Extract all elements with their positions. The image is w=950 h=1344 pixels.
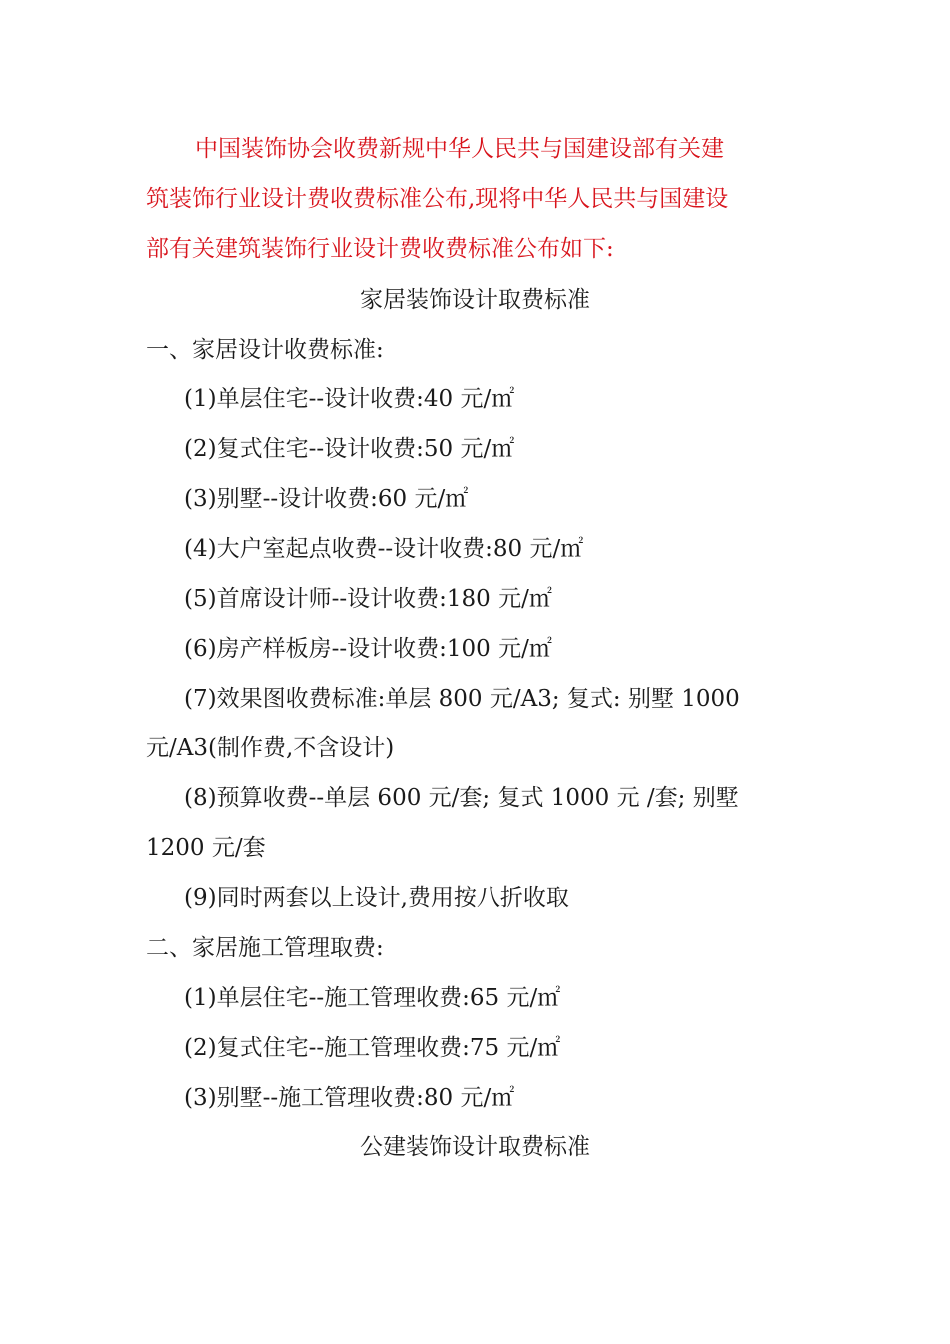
design-item-8: (8)预算收费--单层 600 元/套; 复式 1000 元 /套; 别墅 (184, 785, 739, 811)
design-item-7: (7)效果图收费标准:单层 800 元/A3; 复式: 别墅 1000 (184, 686, 740, 712)
intro-line-1: 中国装饰协会收费新规中华人民共与国建设部有关建 (195, 136, 724, 162)
design-item-4: (4)大户室起点收费--设计收费:80 元/㎡ (184, 536, 584, 562)
construction-item-3: (3)别墅--施工管理收费:80 元/㎡ (184, 1085, 515, 1111)
design-heading: 一、家居设计收费标准: (146, 337, 384, 363)
design-item-8-cont: 1200 元/套 (146, 835, 266, 861)
design-item-9: (9)同时两套以上设计,费用按八折收取 (184, 885, 569, 911)
design-item-3: (3)别墅--设计收费:60 元/㎡ (184, 486, 469, 512)
design-item-7-cont: 元/A3(制作费,不含设计) (146, 735, 395, 761)
design-item-1: (1)单层住宅--设计收费:40 元/㎡ (184, 386, 515, 412)
home-design-title: 家居装饰设计取费标准 (360, 287, 590, 313)
intro-line-2: 筑装饰行业设计费收费标准公布,现将中华人民共与国建设 (146, 186, 729, 212)
design-item-2: (2)复式住宅--设计收费:50 元/㎡ (184, 436, 515, 462)
construction-item-2: (2)复式住宅--施工管理收费:75 元/㎡ (184, 1035, 561, 1061)
construction-heading: 二、家居施工管理取费: (146, 935, 384, 961)
design-item-5: (5)首席设计师--设计收费:180 元/㎡ (184, 586, 552, 612)
intro-line-3: 部有关建筑装饰行业设计费收费标准公布如下: (146, 236, 614, 262)
design-item-6: (6)房产样板房--设计收费:100 元/㎡ (184, 636, 552, 662)
construction-item-1: (1)单层住宅--施工管理收费:65 元/㎡ (184, 985, 561, 1011)
public-design-title: 公建装饰设计取费标准 (360, 1134, 590, 1160)
